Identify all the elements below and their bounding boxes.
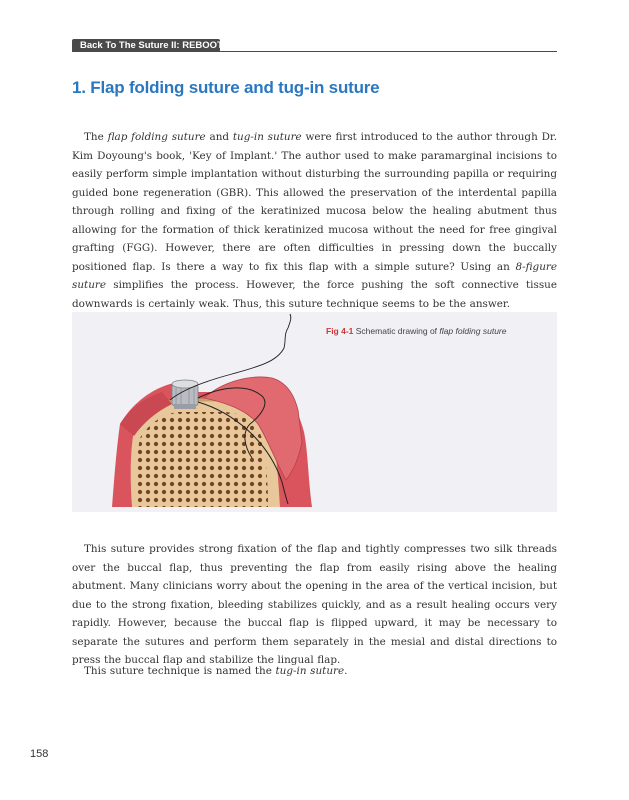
p1-text-1: The — [84, 131, 108, 143]
p1-text-2: and — [205, 131, 233, 143]
paragraph-body: This suture provides strong fixation of the flap and tightly compresses two silk threads over the buccal flap, thus preventing the flap from easily rising above the healing abutment. Many clinicians worry about the opening in the area of the vertical incision, but due to the strong fixation, bleeding stabilizes quickly, and as a result healing occurs very rapidly. However, because the buccal flap is flipped upward, it may be necessary to separate the sutures and perform them separately in the mesial and distal directions to press the buccal flap and stabilize the lingual flap. — [72, 543, 557, 666]
p1-term-tug-in: tug-in suture — [232, 131, 302, 143]
p1-text-3: were first introduced to the author through Dr. Kim Doyoung's book, 'Key of Implant.' The author used to make paramarginal incisions to easily perform simple implantation without disturbing the surrounding papilla or requiring guided bone regeneration (GBR). This allowed the preservation of the interdental papilla through rolling and fixing of the keratinized mucosa below the healing abutment thus allowing for the formation of thick keratinized mucosa without the need for free gingival grafting (FGG). However, there are often difficulties in pressing down the buccally positioned flap. Is there a way to fix this flap with a simple suture? Using an — [72, 131, 558, 273]
page-number: 158 — [30, 748, 49, 760]
header-rule — [72, 51, 557, 52]
figure-number: Fig 4-1 — [326, 326, 354, 336]
healing-abutment — [172, 380, 198, 409]
p1-term-8-figure: 8-figure suture — [72, 260, 557, 291]
figure-caption — [326, 326, 507, 336]
paragraph-intro — [72, 128, 557, 313]
running-header-tab: Back To The Suture II: REBOOT — [72, 39, 220, 52]
paragraph-conclusion — [72, 662, 557, 681]
figure-panel — [72, 312, 557, 512]
suture-needle-end — [288, 314, 291, 328]
figure-caption-term: flap folding suture — [439, 326, 507, 336]
section-title: 1. Flap folding suture and tug-in suture — [72, 78, 380, 97]
figure-caption-text: Schematic drawing of — [353, 326, 440, 336]
p3-term-tug-in: tug-in suture — [275, 665, 345, 677]
p1-term-flap-folding: flap folding suture — [107, 131, 206, 143]
schematic-illustration — [72, 312, 557, 512]
p3-text-2: . — [344, 665, 348, 677]
p1-text-4: simplifies the process. However, the force pushing the soft connective tissue downwards is certainly weak. Thus, this suture technique seems to be the answer. — [72, 279, 557, 310]
p3-text-1: This suture technique is named the — [84, 665, 276, 677]
